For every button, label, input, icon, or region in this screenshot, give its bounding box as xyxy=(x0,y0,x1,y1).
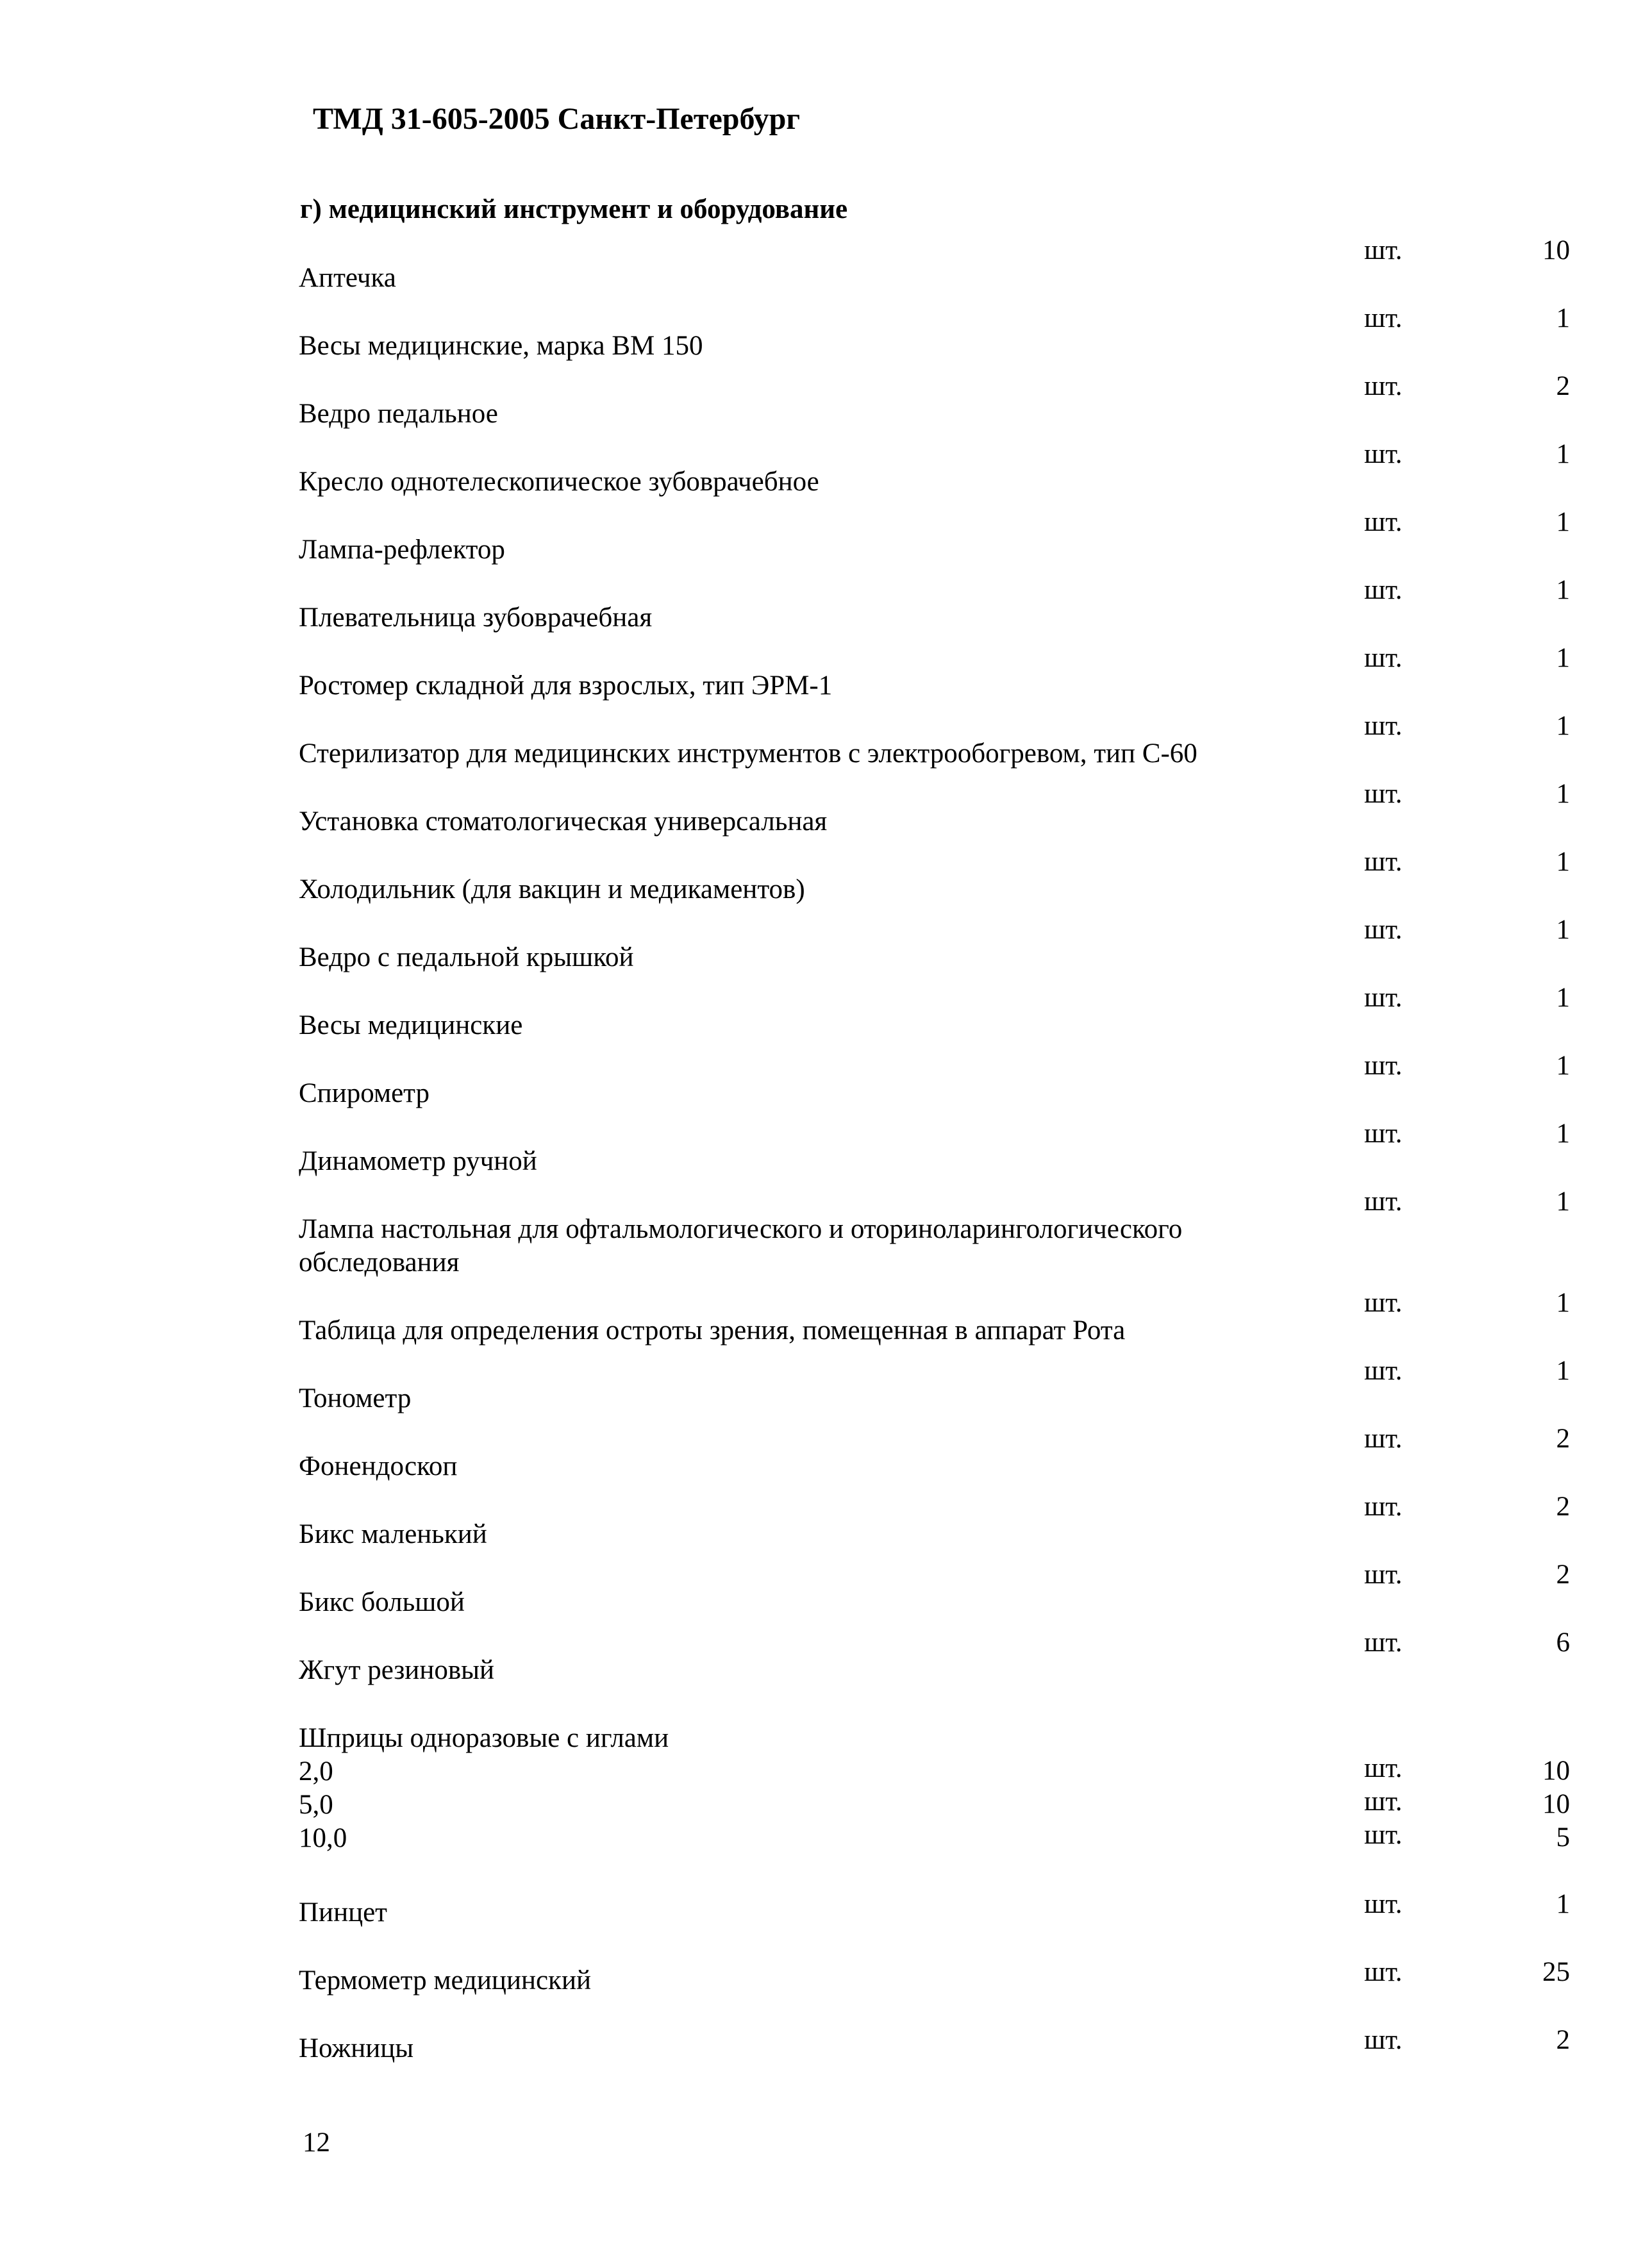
item-unit: шт. xyxy=(1364,1187,1403,1217)
item-name: Термометр медицинский xyxy=(299,1965,591,1995)
item-name: Лампа настольная для офтальмологического и оториноларингологического обследования xyxy=(299,1214,1183,1278)
syringe-size: 5,0 xyxy=(299,1790,333,1820)
syringe-qty: 10 xyxy=(1542,1756,1570,1786)
page-number: 12 xyxy=(303,2128,330,2158)
item-qty: 2 xyxy=(1556,1492,1570,1522)
item-qty: 2 xyxy=(1556,371,1570,401)
item-qty: 1 xyxy=(1556,779,1570,809)
item-name: Ростомер складной для взрослых, тип ЭРМ-1 xyxy=(299,671,833,701)
syringe-qty: 10 xyxy=(1542,1789,1570,1819)
item-name: Ножницы xyxy=(299,2033,414,2063)
item-unit: шт. xyxy=(1364,1424,1403,1454)
syringe-size: 10,0 xyxy=(299,1823,347,1853)
item-qty: 1 xyxy=(1556,575,1570,605)
item-name: Кресло однотелескопическое зубоврачебное xyxy=(299,467,819,497)
item-name: Жгут резиновый xyxy=(299,1655,495,1685)
item-unit: шт. xyxy=(1364,983,1403,1013)
item-unit: шт. xyxy=(1364,1889,1403,1919)
item-qty: 1 xyxy=(1556,1288,1570,1318)
item-name: Таблица для определения остроты зрения, помещенная в аппарат Рота xyxy=(299,1315,1126,1345)
item-name: Установка стоматологическая универсальная xyxy=(299,806,828,837)
item-unit: шт. xyxy=(1364,575,1403,605)
item-qty: 2 xyxy=(1556,1560,1570,1590)
item-unit: шт. xyxy=(1364,847,1403,877)
item-qty: 1 xyxy=(1556,1356,1570,1386)
item-unit: шт. xyxy=(1364,303,1403,333)
item-name: Фонендоскоп xyxy=(299,1451,458,1481)
item-unit: шт. xyxy=(1364,371,1403,401)
item-qty: 2 xyxy=(1556,1424,1570,1454)
item-name: Ведро с педальной крышкой xyxy=(299,942,634,972)
syringe-size: 2,0 xyxy=(299,1756,333,1787)
item-unit: шт. xyxy=(1364,1051,1403,1081)
item-unit: шт. xyxy=(1364,643,1403,673)
item-qty: 1 xyxy=(1556,507,1570,537)
item-name: Пинцет xyxy=(299,1897,387,1928)
item-name: Бикс маленький xyxy=(299,1519,487,1549)
item-name: Холодильник (для вакцин и медикаментов) xyxy=(299,874,805,904)
syringe-qty: 5 xyxy=(1556,1822,1570,1853)
item-name: Плевательница зубоврачебная xyxy=(299,603,653,633)
item-unit: шт. xyxy=(1364,711,1403,741)
item-name: Тонометр xyxy=(299,1383,412,1413)
item-qty: 1 xyxy=(1556,847,1570,877)
syringe-unit: шт. xyxy=(1364,1820,1403,1850)
item-qty: 1 xyxy=(1556,1187,1570,1217)
item-qty: 6 xyxy=(1556,1628,1570,1658)
syringes-title: Шприцы одноразовые с иглами xyxy=(299,1723,669,1753)
section-title: г) медицинский инструмент и оборудование xyxy=(300,194,848,224)
item-qty: 1 xyxy=(1556,915,1570,945)
item-unit: шт. xyxy=(1364,1628,1403,1658)
item-qty: 1 xyxy=(1556,1119,1570,1149)
document-header: ТМД 31-605-2005 Санкт-Петербург xyxy=(313,102,801,136)
item-unit: шт. xyxy=(1364,1492,1403,1522)
item-qty: 1 xyxy=(1556,983,1570,1013)
item-qty: 10 xyxy=(1542,235,1570,265)
item-unit: шт. xyxy=(1364,1119,1403,1149)
item-name: Динамометр ручной xyxy=(299,1146,537,1176)
syringe-unit: шт. xyxy=(1364,1753,1403,1783)
item-name: Спирометр xyxy=(299,1078,430,1108)
item-unit: шт. xyxy=(1364,1288,1403,1318)
item-qty: 25 xyxy=(1542,1957,1570,1987)
item-unit: шт. xyxy=(1364,507,1403,537)
item-qty: 1 xyxy=(1556,439,1570,469)
item-name: Стерилизатор для медицинских инструментов с электрообогревом, тип С-60 xyxy=(299,738,1197,769)
item-name: Весы медицинские xyxy=(299,1010,523,1040)
item-unit: шт. xyxy=(1364,1560,1403,1590)
item-unit: шт. xyxy=(1364,915,1403,945)
item-unit: шт. xyxy=(1364,779,1403,809)
item-qty: 2 xyxy=(1556,2025,1570,2055)
item-qty: 1 xyxy=(1556,643,1570,673)
item-name: Бикс большой xyxy=(299,1587,465,1617)
syringe-unit: шт. xyxy=(1364,1787,1403,1817)
item-qty: 1 xyxy=(1556,303,1570,333)
item-unit: шт. xyxy=(1364,1957,1403,1987)
item-qty: 1 xyxy=(1556,711,1570,741)
item-name: Ведро педальное xyxy=(299,399,498,429)
item-name: Аптечка xyxy=(299,263,396,293)
item-unit: шт. xyxy=(1364,439,1403,469)
item-qty: 1 xyxy=(1556,1051,1570,1081)
item-name: Лампа-рефлектор xyxy=(299,535,505,565)
item-name: Весы медицинские, марка ВМ 150 xyxy=(299,331,703,361)
item-unit: шт. xyxy=(1364,235,1403,265)
item-qty: 1 xyxy=(1556,1889,1570,1919)
item-unit: шт. xyxy=(1364,1356,1403,1386)
item-unit: шт. xyxy=(1364,2025,1403,2055)
